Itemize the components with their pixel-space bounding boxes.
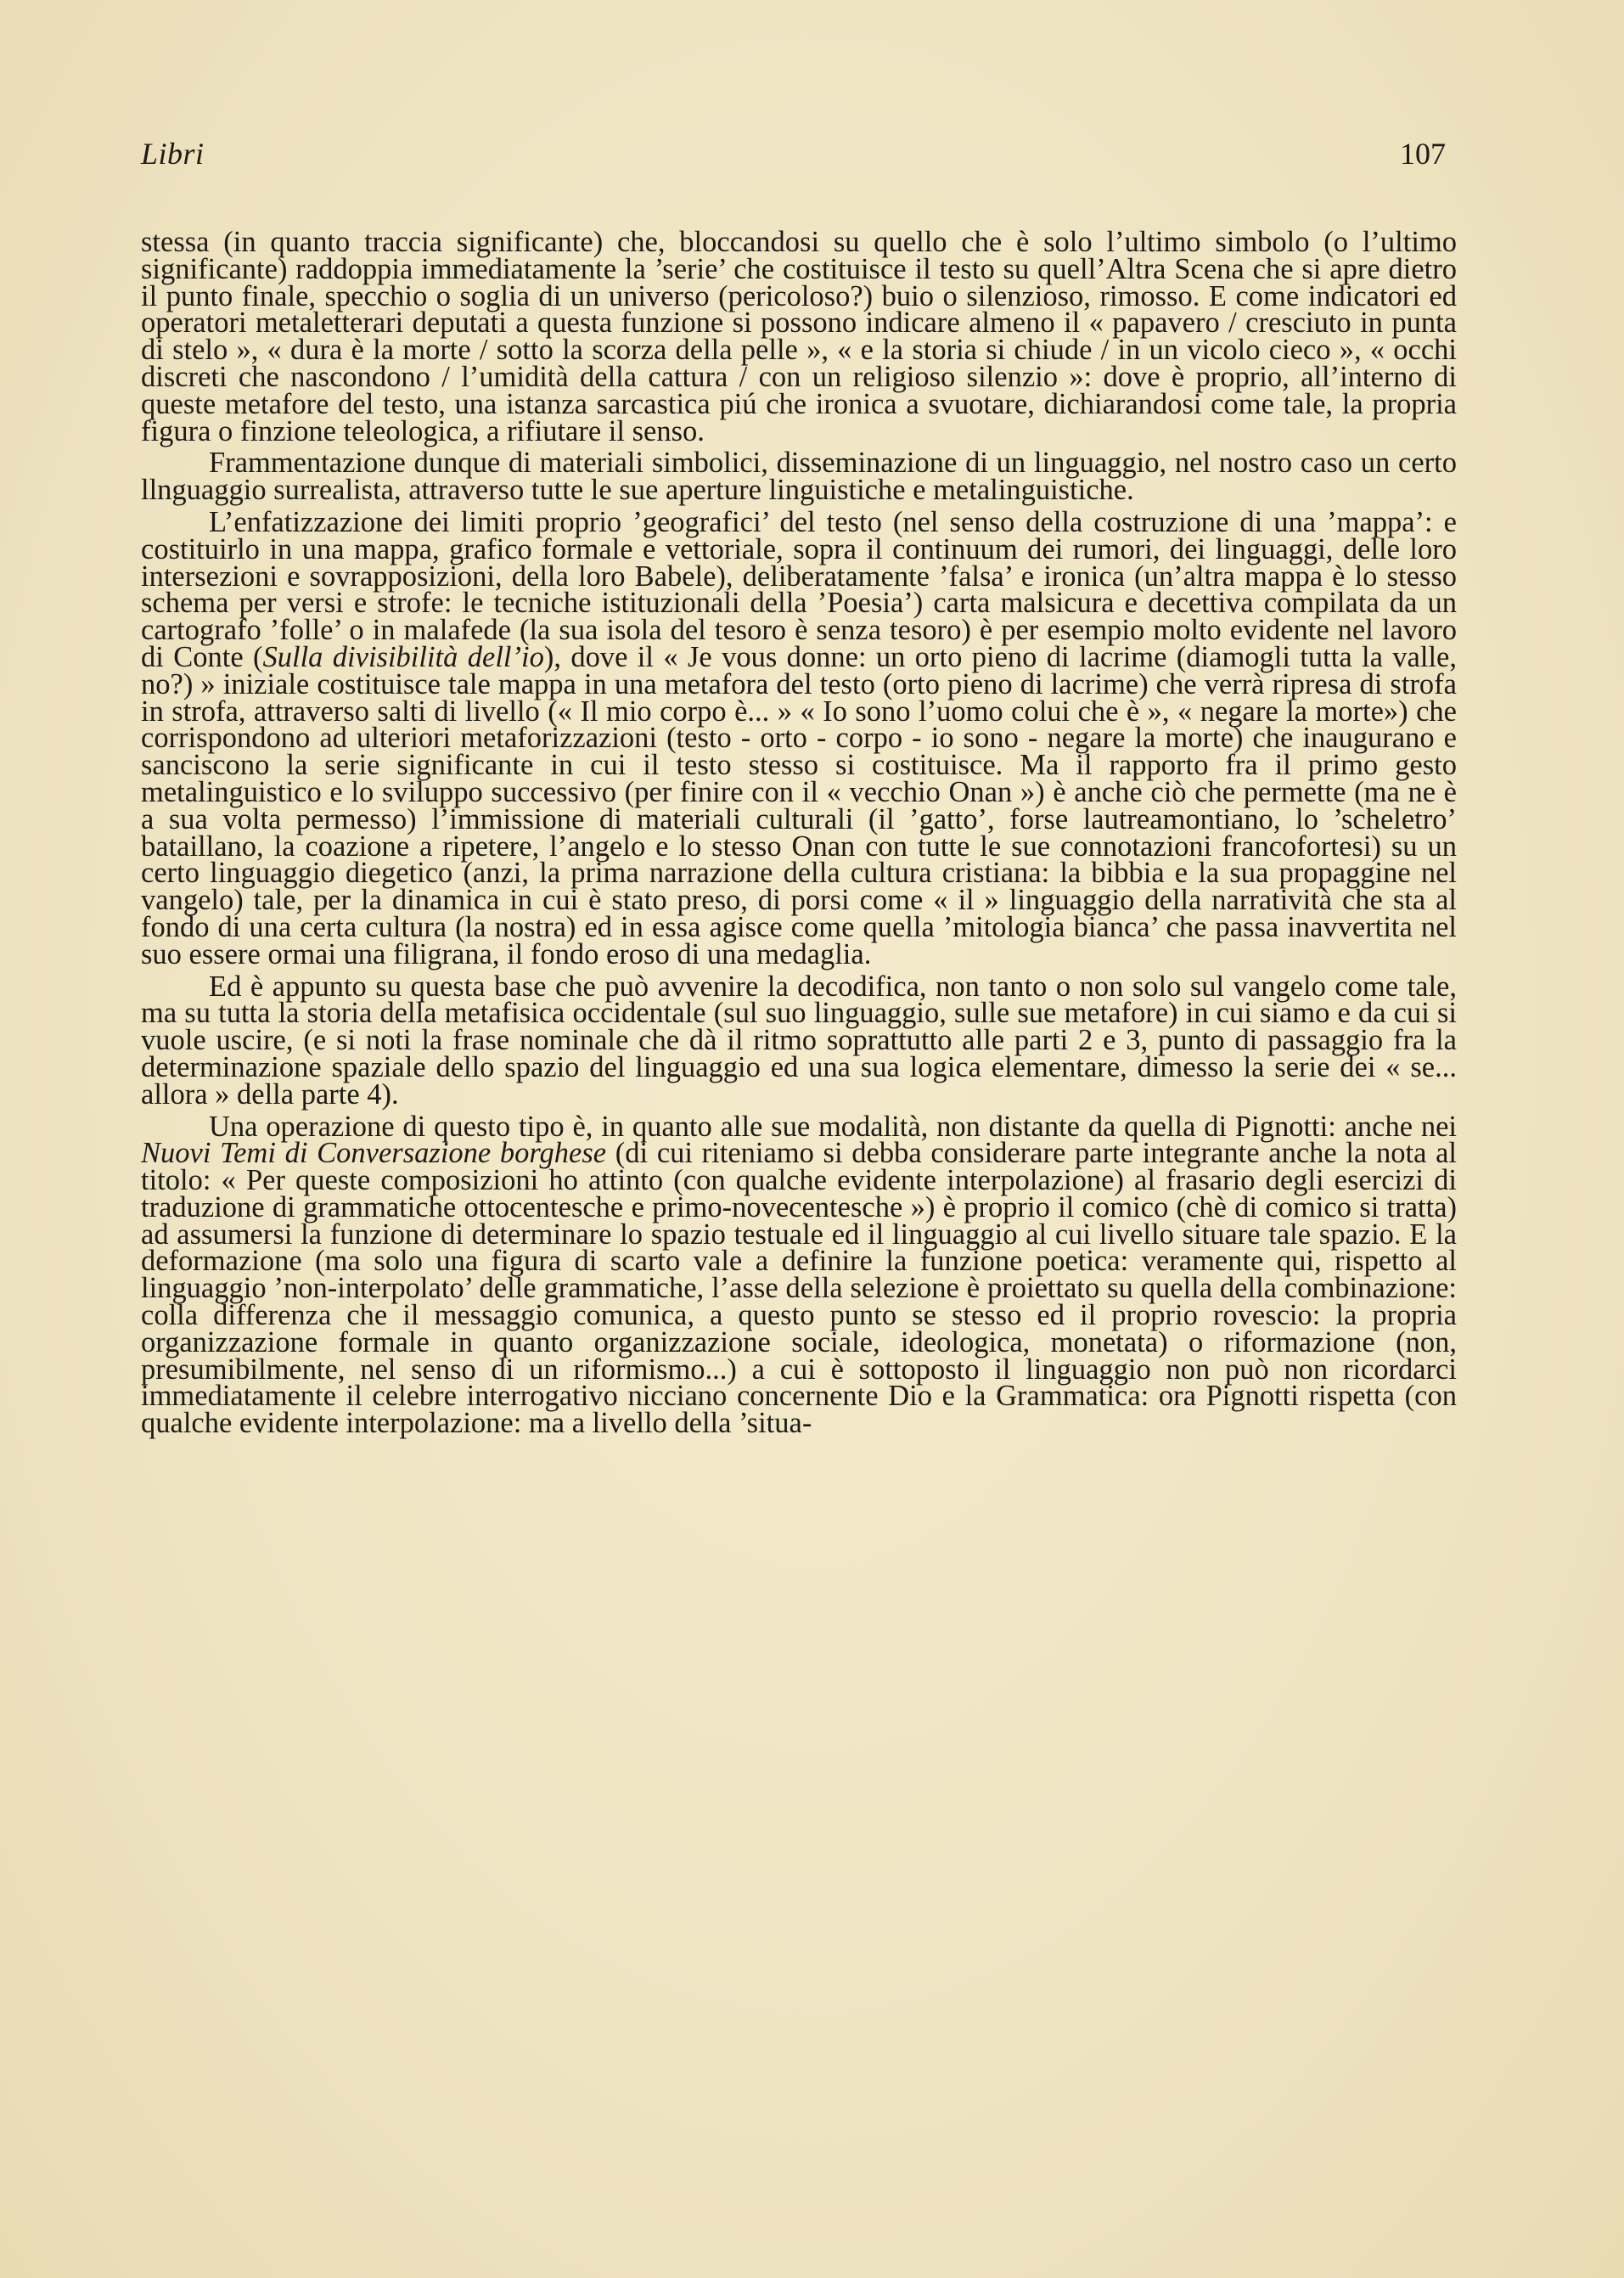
- running-head: Libri: [141, 137, 205, 171]
- paragraph-5: [141, 1110, 1457, 1440]
- paragraph-text: Frammentazione dunque di materiali simbolici, disseminazione di un linguaggio, nel nostro caso un certo llnguaggio surrealista, attraverso tutte le sue aperture linguistiche e metalinguistiche.: [141, 447, 1457, 507]
- paragraph-text: Una operazione di questo tipo è, in quanto alle sue modalità, non distante da quella di Pignotti: anche nei: [209, 1110, 1457, 1143]
- paragraph-text: L’enfatizzazione dei limiti proprio ’geografici’ del testo (nel senso della costruzione di una ’mappa’: e costituirlo in una mappa, grafico formale e vettoriale, sopra il continuum dei rumori, dei linguaggi, delle loro intersezioni e sovrapposizioni, della loro Babele), deliberatamente ’falsa’ e ironica (un’altra mappa è lo stesso schema per versi e strofe: le tecniche istituzionali della ’Poesia’) carta malsicura e decettiva compilata da un cartografo ’folle’ o in malafede (la sua isola del tesoro è senza tesoro) è per esempio molto evidente nel lavoro di Conte (: [141, 505, 1457, 673]
- page-number: 107: [1400, 137, 1446, 171]
- paragraph-text: stessa (in quanto traccia significante) che, bloccandosi su quello che è solo l’ultimo simbolo (o l’ultimo significante) raddoppia immediatamente la ’serie’ che costituisce il testo su quell’Altra Scena che si apre dietro il punto finale, specchio o soglia di un universo (pericoloso?) buio o silenzioso, rimosso. E come indicatori ed operatori metaletterari deputati a questa funzione si possono indicare almeno il « papavero / cresciuto in punta di stelo », « dura è la morte / sotto la scorza della pelle », « e la storia si chiude / in un vicolo cieco », « occhi discreti che nascondono / l’umidità della cattura / con un religioso silenzio »: dove è proprio, all’interno di queste metafore del testo, una istanza sarcastica piú che ironica a svuotare, dichiarandosi come tale, la propria figura o finzione teleologica, a rifiutare il senso.: [141, 226, 1457, 447]
- paragraph-1: [141, 226, 1457, 447]
- book-title-italic: Sulla divisibilità dell’io: [262, 640, 544, 673]
- paragraph-2: [141, 447, 1457, 507]
- body-text: [141, 226, 1457, 1440]
- book-title-italic: Nuovi Temi di Conversazione borghese: [141, 1137, 607, 1170]
- paragraph-3: [141, 505, 1457, 970]
- paragraph-4: [141, 970, 1457, 1111]
- paragraph-text: Ed è appunto su questa base che può avvenire la decodifica, non tanto o non solo sul vangelo come tale, ma su tutta la storia della metafisica occidentale (sul suo linguaggio, sulle sue metafore) in cui siamo e da cui si vuole uscire, (e si noti la frase nominale che dà il ritmo soprattutto alle parti 2 e 3, punto di passaggio fra la determinazione spaziale dello spazio del linguaggio ed una sua logica elementare, dimesso la serie dei « se... allora » della parte 4).: [141, 970, 1457, 1111]
- paragraph-text: (di cui riteniamo si debba considerare parte integrante anche la nota al titolo: « Per queste composizioni ho attinto (con qualche evidente interpolazione) al frasario degli esercizi di traduzione di grammatiche ottocentesche e primo-novecentesche ») è proprio il comico (chè di comico si tratta) ad assumersi la funzione di determinare lo spazio testuale ed il linguaggio al cui livello situare tale spazio. E la deformazione (ma solo una figura di scarto vale a definire la funzione poetica: veramente qui, rispetto al linguaggio ’non-interpolato’ delle grammatiche, l’asse della selezione è proiettato su quella della combinazione: colla differenza che il messaggio comunica, a questo punto se stesso ed il proprio rovescio: la propria organizzazione formale in quanto organizzazione sociale, ideologica, monetata) o riformazione (non, presumibilmente, nel senso di un riformismo...) a cui è sottoposto il linguaggio non può non ricordarci immediatamente il celebre interrogativo nicciano concernente Dio e la Grammatica: ora Pignotti rispetta (con qualche evidente interpolazione: ma a livello della ’situa-: [141, 1137, 1457, 1440]
- paragraph-text: ), dove il « Je vous donne: un orto pieno di lacrime (diamogli tutta la valle, no?) » iniziale costituisce tale mappa in una metafora del testo (orto pieno di lacrime) che verrà ripresa di strofa in strofa, attraverso salti di livello (« Il mio corpo è... » « Io sono l’uomo colui che è », « negare la morte») che corrispondono ad ulteriori metaforizzazioni (testo - orto - corpo - io sono - negare la morte) che inaugurano e sanciscono la serie significante in cui il testo stesso si costituisce. Ma il rapporto fra il primo gesto metalinguistico e lo sviluppo successivo (per finire con il « vecchio Onan ») è anche ciò che permette (ma ne è a sua volta permesso) l’immissione di materiali culturali (il ’gatto’, forse lautreamontiano, lo ’scheletro’ bataillano, la coazione a ripetere, l’angelo e lo stesso Onan con tutte le sue connotazioni francofortesi) su un certo linguaggio diegetico (anzi, la prima narrazione della cultura cristiana: la bibbia e la sua propaggine nel vangelo) tale, per la dinamica in cui è stato preso, di porsi come « il » linguaggio della narratività che sta al fondo di una certa cultura (la nostra) ed in essa agisce come quella ’mitologia bianca’ che passa inavvertita nel suo essere ormai una filigrana, il fondo eroso di una medaglia.: [141, 640, 1457, 970]
